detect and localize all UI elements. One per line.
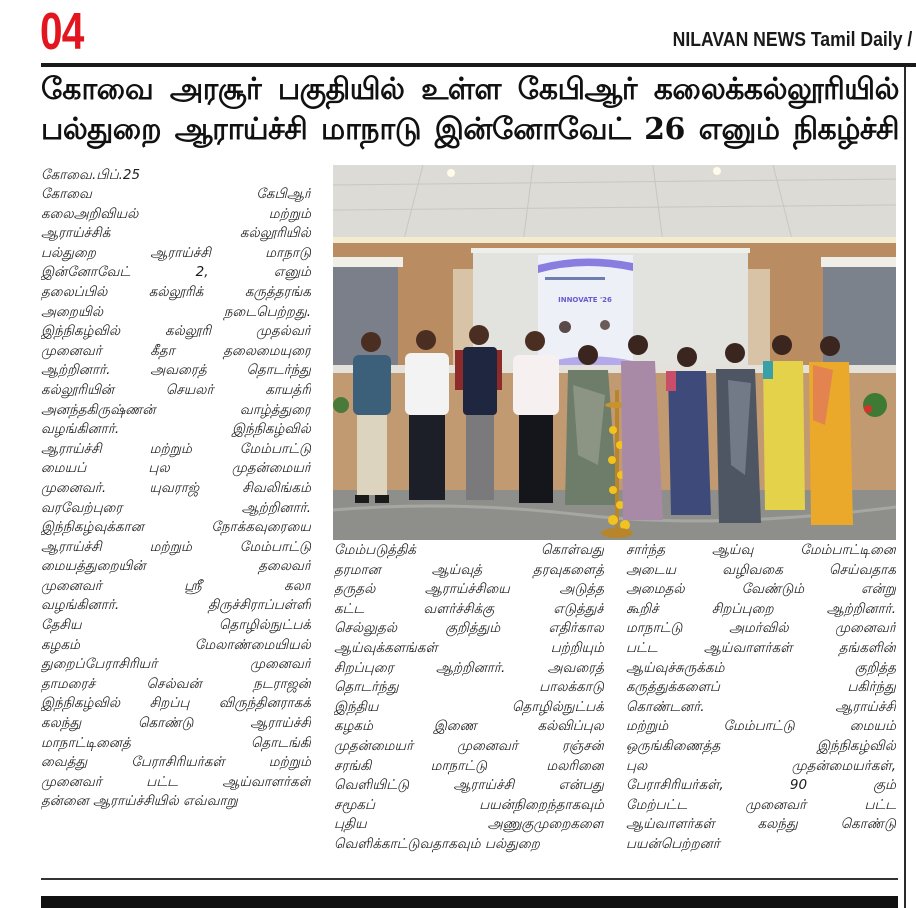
event-photo	[333, 165, 896, 540]
dateline: கோவை.பிப்.25	[41, 167, 141, 183]
article-text-line: கலைஅறிவியல் மற்றும்	[41, 205, 311, 222]
article-text-line: புதிய அணுகுமுறைகளை	[334, 816, 604, 833]
article-text-line: கழகம் இணை கல்விப்புல	[334, 718, 604, 735]
article-text-line: தரமான ஆய்வுத் தரவுகளைத்	[334, 561, 604, 578]
article-text-line: ஆய்வுக்களங்கள் பற்றியும்	[334, 639, 604, 656]
article-text-line: ஆய்வுச்சுருக்கம் குறித்த	[626, 659, 896, 676]
article-text-line: தருதல் ஆராய்ச்சியை அடுத்த	[334, 581, 604, 598]
right-column-divider	[904, 67, 906, 908]
top-rule-divider	[41, 63, 916, 67]
article-text-line: மாநாட்டு அமர்வில் முனைவர்	[626, 620, 896, 637]
article-text-line: சரங்கி மாநாட்டு மலரினை	[334, 757, 604, 774]
article-text-line: கோவை கேபிஆர்	[41, 186, 311, 202]
article-text-line: மையத்துறையின் தலைவர்	[41, 558, 311, 575]
article-text-line: சிறப்புரை ஆற்றினார். அவரைத்	[334, 659, 604, 676]
headline-line-2: பல்துறை ஆராய்ச்சி மாநாடு இன்னோவேட் 26 எனும் நிகழ்ச்சி	[41, 112, 899, 147]
article-text-line: பயன்பெற்றனர்	[626, 835, 720, 852]
article-text-line: மையப் புல முதன்மையர்	[41, 460, 311, 477]
article-text-line: முனைவர் கீதா தலைமையுரை	[41, 342, 311, 359]
article-text-line: சார்ந்த ஆய்வு மேம்பாட்டினை	[626, 542, 896, 558]
article-text-line: ஒருங்கிணைத்த இந்நிகழ்வில்	[626, 737, 896, 754]
article-text-line: செல்லுதல் குறித்தும் எதிர்கால	[334, 620, 604, 637]
article-text-line: மாநாட்டினைத் தொடங்கி	[41, 734, 311, 751]
article-text-line: ஆராய்ச்சிக் கல்லூரியில்	[41, 225, 311, 242]
headline-line-1: கோவை அரசூர் பகுதியில் உள்ள கேபிஆர் கலைக்கல்லூரியில்	[41, 72, 899, 107]
page-number: 04	[40, 3, 84, 61]
article-text-line: அனந்தகிருஷ்ணன் வாழ்த்துரை	[41, 401, 311, 418]
article-text-line: பேராசிரியர்கள், 90 கும்	[626, 777, 896, 794]
article-text-line: இந்நிகழ்வில் கல்லூரி முதல்வர்	[41, 323, 311, 340]
article-text-line: இந்நிகழ்வுக்கான நோக்கவுரையை	[41, 519, 311, 536]
article-text-line: பல்துறை ஆராய்ச்சி மாநாடு	[41, 244, 311, 261]
article-text-line: மேம்படுத்திக் கொள்வது	[334, 542, 604, 558]
article-text-line: அறையில் நடைபெற்றது.	[41, 303, 311, 320]
article-text-line: கல்லூரியின் செயலர் காயத்ரி	[41, 381, 311, 398]
article-text-line: சமூகப் பயன்நிறைந்தாகவும்	[334, 796, 604, 813]
article-column-3	[626, 541, 896, 855]
article-column-2	[334, 541, 604, 855]
article-text-line: முனைவர் ஸ்ரீ கலா	[41, 577, 311, 594]
masthead: NILAVAN NEWS Tamil Daily /	[672, 29, 912, 51]
article-text-line: அமைதல் வேண்டும் என்று	[626, 581, 896, 598]
article-text-line: கலந்து கொண்டு ஆராய்ச்சி	[41, 715, 311, 732]
bottom-rule-thin	[41, 878, 898, 880]
article-text-line: அடைய வழிவகை செய்வதாக	[626, 561, 896, 578]
article-text-line: பட்ட ஆய்வாளர்கள் தங்களின்	[626, 639, 896, 656]
article-text-line: இன்னோவேட் 2, எனும்	[41, 264, 311, 281]
article-text-line: கொண்டனர். ஆராய்ச்சி	[626, 698, 896, 715]
article-text-line: தேசிய தொழில்நுட்பக்	[41, 617, 311, 634]
article-text-line: ஆராய்ச்சி மற்றும் மேம்பாட்டு	[41, 440, 311, 457]
headline	[41, 70, 899, 150]
article-text-line: மற்றும் மேம்பாட்டு மையம்	[626, 718, 896, 735]
article-text-line: கூறிச் சிறப்புறை ஆற்றினார்.	[626, 600, 896, 617]
article-text-line: முனைவர். யுவராஜ் சிவலிங்கம்	[41, 479, 311, 496]
article-text-line: தன்னை ஆராய்ச்சியில் எவ்வாறு	[41, 793, 238, 810]
article-text-line: ஆய்வாளர்கள் கலந்து கொண்டு	[626, 816, 896, 833]
article-text-line: வெளியிட்டு ஆராய்ச்சி என்பது	[334, 777, 604, 794]
article-text-line: வெளிக்காட்டுவதாகவும் பல்துறை	[334, 835, 540, 852]
article-text-line: புல முதன்மையர்கள்,	[626, 757, 896, 774]
article-text-line: முனைவர் பட்ட ஆய்வாளர்கள்	[41, 773, 311, 790]
article-text-line: கட்ட வளர்ச்சிக்கு எடுத்துச்	[334, 600, 604, 617]
article-text-line: இந்நிகழ்வில் சிறப்பு விருந்தினராகக்	[41, 695, 311, 712]
bottom-rule-thick	[41, 896, 898, 908]
article-text-line: துறைப்பேராசிரியர் முனைவர்	[41, 656, 311, 673]
article-text-line: தாமரைச் செல்வன் நடராஜன்	[41, 675, 311, 692]
article-text-line: கழகம் மேலாண்மையியல்	[41, 636, 311, 653]
article-text-line: தொடர்ந்து பாலக்காடு	[334, 679, 604, 696]
article-text-line: கருத்துக்களைப் பகிர்ந்து	[626, 679, 896, 696]
article-text-line: வழங்கினார். இந்நிகழ்வில்	[41, 421, 311, 438]
article-text-line: வைத்து பேராசிரியர்கள் மற்றும்	[41, 754, 311, 771]
article-text-line: ஆராய்ச்சி மற்றும் மேம்பாட்டு	[41, 538, 311, 555]
article-text-line: ஆற்றினார். அவரைத் தொடர்ந்து	[41, 362, 311, 379]
article-text-line: மேற்பட்ட முனைவர் பட்ட	[626, 796, 896, 813]
article-text-line: தலைப்பில் கல்லூரிக் கருத்தரங்க	[41, 283, 311, 300]
article-text-line: முதன்மையர் முனைவர் ரஞ்சன்	[334, 737, 604, 754]
svg-text:INNOVATE '26: INNOVATE '26	[558, 296, 612, 304]
article-text-line: வரவேற்புரை ஆற்றினார்.	[41, 499, 311, 516]
article-text-line: இந்திய தொழில்நுட்பக்	[334, 698, 604, 715]
article-text-line: வழங்கினார். திருச்சிராப்பள்ளி	[41, 597, 311, 614]
article-column-1	[41, 185, 311, 812]
